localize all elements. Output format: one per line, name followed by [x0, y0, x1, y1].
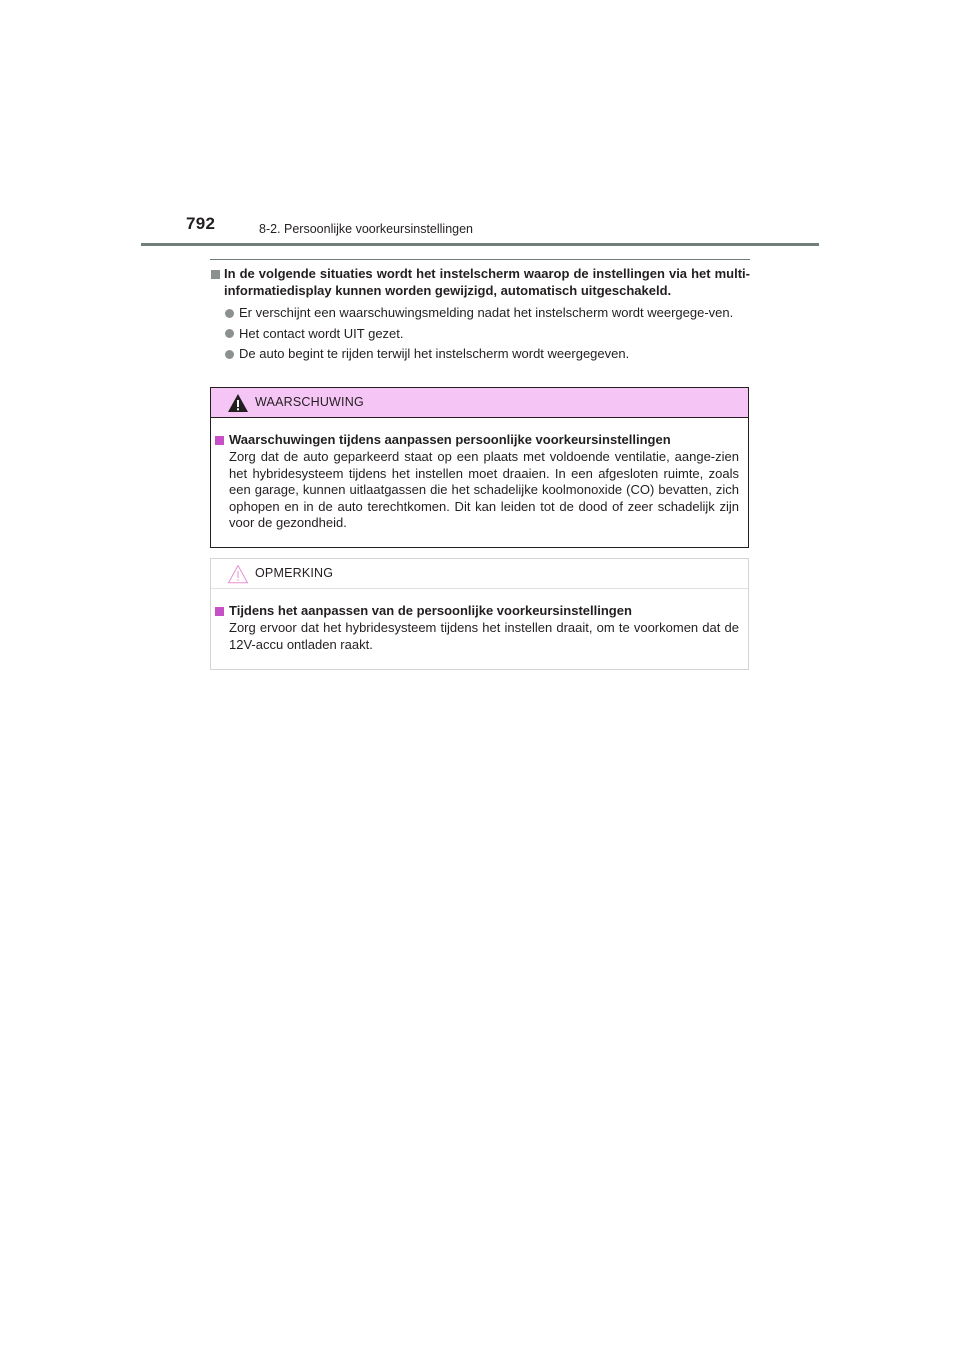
running-head: 8-2. Persoonlijke voorkeursinstellingen: [259, 222, 474, 236]
section-rule: [210, 259, 750, 260]
notice-item-text: Zorg ervoor dat het hybridesysteem tijdens het instellen draait, om te voorkomen dat de 12V-accu ontladen raakt.: [229, 620, 739, 652]
circle-bullet-icon: [225, 329, 234, 338]
square-bullet-icon: [215, 607, 224, 616]
warning-item-text: Zorg dat de auto geparkeerd staat op een plaats met voldoende ventilatie, aange-zien het hybridesysteem tijdens het instellen moet draaien. In een afgesloten ruimte, zoals een garage, kunnen uitlaatgassen die het schadelijke koolmonoxide (CO) bevatten, zich ophopen en in de auto terechtkomen. Dit kan leiden tot de dood of zeer schadelijk zijn voor de gezondheid.: [229, 449, 739, 530]
section-content: [210, 266, 750, 363]
circle-bullet-icon: [225, 309, 234, 318]
square-bullet-icon: [211, 270, 220, 279]
section-heading-text: In de volgende situaties wordt het instelscherm waarop de instellingen via het multi-informatiedisplay kunnen worden gewijzigd, automatisch uitgeschakeld.: [224, 266, 750, 298]
section-heading: [210, 266, 750, 299]
header-rule: [141, 243, 819, 246]
warning-header: [211, 388, 748, 418]
notice-item-title-text: Tijdens het aanpassen van de persoonlijke voorkeursinstellingen: [229, 603, 632, 618]
notice-box: [210, 558, 749, 670]
notice-item-title: [215, 603, 739, 619]
bullet-item: [210, 326, 750, 343]
bullet-item: [210, 305, 750, 322]
bullet-text: Er verschijnt een waarschuwingsmelding nadat het instelscherm wordt weergege-ven.: [239, 305, 734, 320]
bullet-text: De auto begint te rijden terwijl het instelscherm wordt weergegeven.: [239, 346, 630, 361]
bullet-item: [210, 346, 750, 363]
caution-triangle-icon: [227, 564, 249, 584]
square-bullet-icon: [215, 436, 224, 445]
bullet-text: Het contact wordt UIT gezet.: [239, 325, 404, 341]
warning-body: [211, 418, 748, 532]
notice-body: [211, 589, 748, 653]
circle-bullet-icon: [225, 350, 234, 359]
notice-title: OPMERKING: [255, 566, 334, 580]
notice-header: [211, 559, 748, 589]
page-number: 792: [186, 214, 216, 233]
warning-item-title: [215, 432, 739, 448]
warning-triangle-icon: [227, 393, 249, 413]
warning-box: [210, 387, 749, 548]
warning-item-title-text: Waarschuwingen tijdens aanpassen persoonlijke voorkeursinstellingen: [229, 432, 671, 447]
warning-title: WAARSCHUWING: [255, 395, 364, 409]
